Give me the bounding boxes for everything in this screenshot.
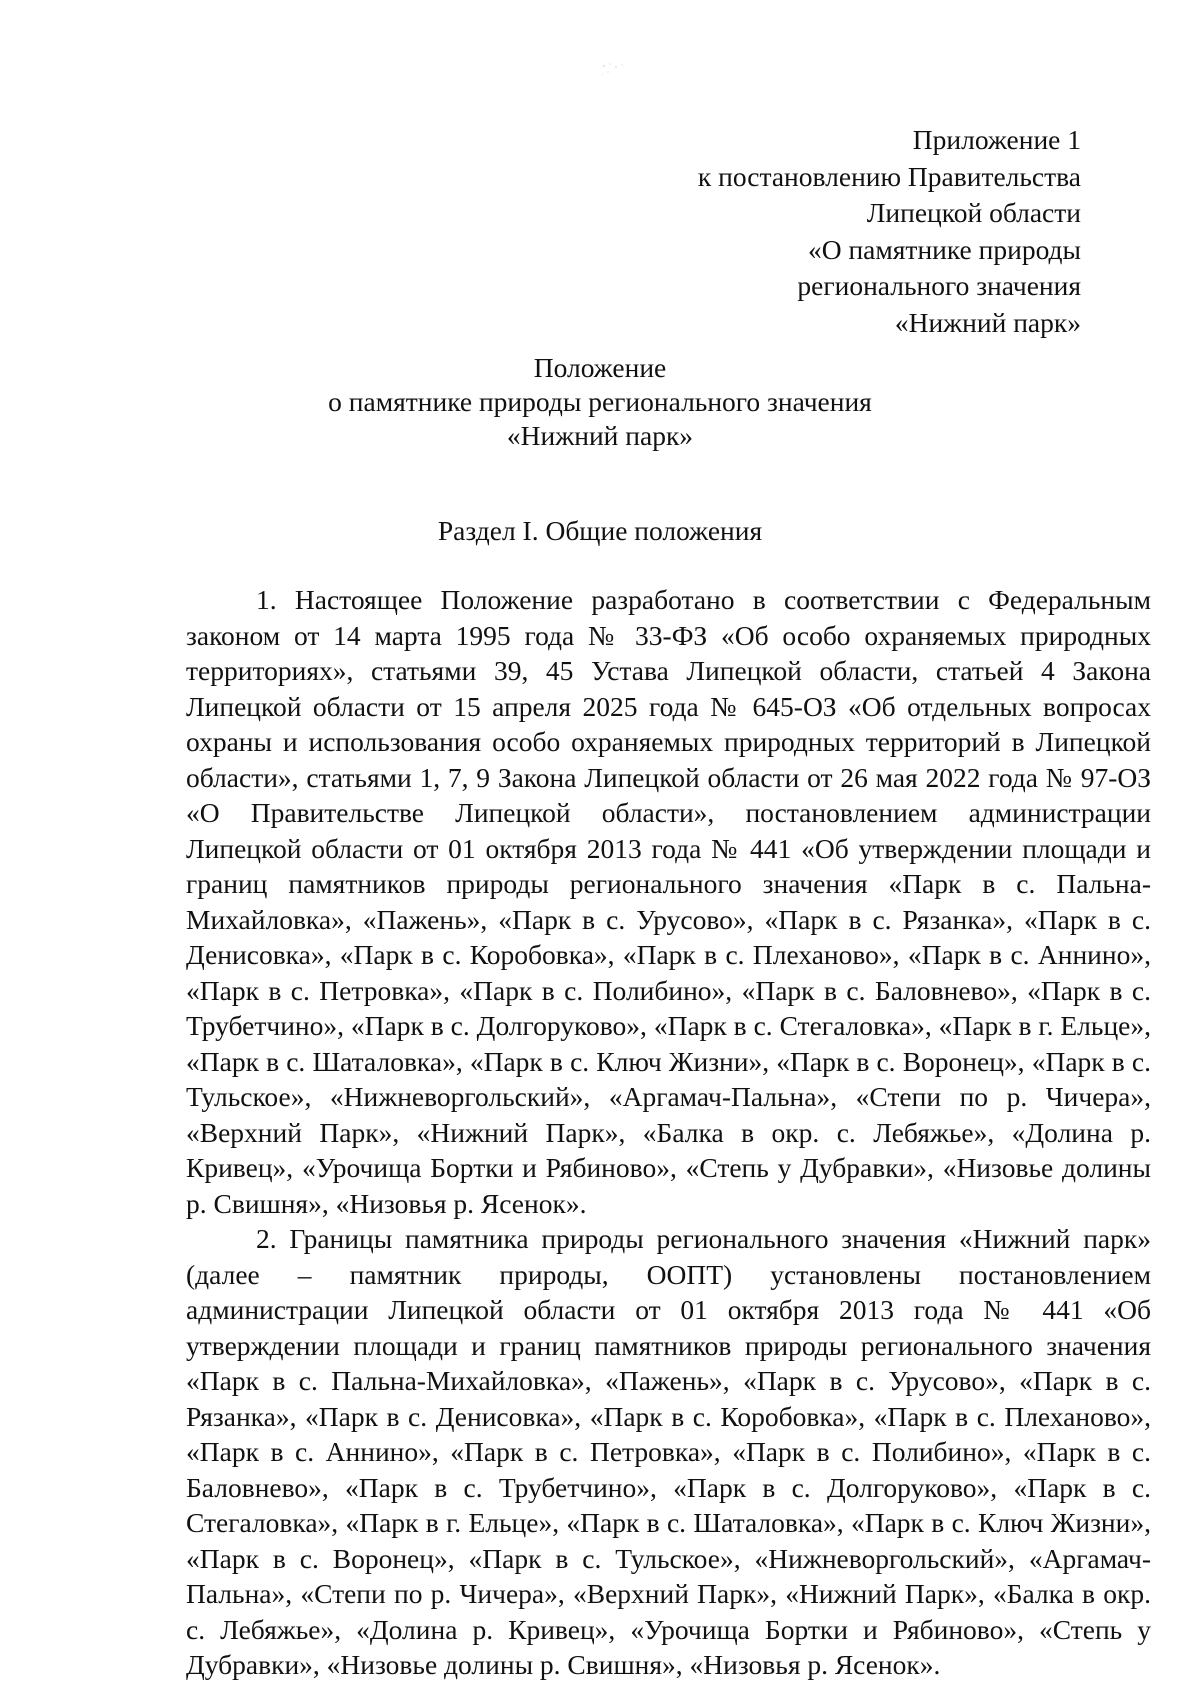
scan-speck bbox=[598, 60, 628, 78]
section-heading: Раздел I. Общие положения bbox=[437, 515, 763, 546]
annex-line: «Нижний парк» bbox=[894, 306, 1081, 338]
annex-line: «О памятнике природы bbox=[807, 233, 1081, 265]
title-line: о памятнике природы регионального значения bbox=[328, 386, 872, 417]
document-body bbox=[186, 582, 1151, 1683]
annex-line: регионального значения bbox=[797, 270, 1081, 301]
title-line: «Нижний парк» bbox=[506, 420, 694, 451]
title-line: Положение bbox=[533, 352, 667, 383]
annex-line: к постановлению Правительства bbox=[697, 160, 1081, 192]
paragraph: 1. Настоящее Положение разработано в соответствии с Федеральным законом от 14 марта 1995 года № 33-ФЗ «Об особо охраняемых природных территориях», статьями 39, 45 Устава Липецкой области, статьей 4 Закона Липецкой области от 15 апреля 2025 года № 645-ОЗ «Об отдельных вопросах охраны и использования особо охраняемых природных территорий в Липецкой области», статьями 1, 7, 9 Закона Липецкой области от 26 мая 2022 года № 97-ОЗ «О Правительстве Липецкой области», постановлением администрации Липецкой области от 01 октября 2013 года № 441 «Об утверждении площади и границ памятников природы регионального значения «Парк в с. Пальна-Михайловка», «Пажень», «Парк в с. Урусово», «Парк в с. Рязанка», «Парк в с. Денисовка», «Парк в с. Коробовка», «Парк в с. Плеханово», «Парк в с. Аннино», «Парк в с. Петровка», «Парк в с. Полибино», «Парк в с. Баловнево», «Парк в с. Трубетчино», «Парк в с. Долгоруково», «Парк в с. Стегаловка», «Парк в г. Ельце», «Парк в с. Шаталовка», «Парк в с. Ключ Жизни», «Парк в с. Воронец», «Парк в с. Тульское», «Нижневоргольский», «Аргамач-Пальна», «Степи по р. Чичера», «Верхний Парк», «Нижний Парк», «Балка в окр. с. Лебяжье», «Долина р. Кривец», «Урочища Бортки и Рябиново», «Степь у Дубравки», «Низовье долины р. Свишня», «Низовья р. Ясенок». bbox=[186, 584, 1151, 1219]
paragraph: 2. Границы памятника природы регионального значения «Нижний парк» (далее – памятник природы, ООПТ) установлены постановлением администрации Липецкой области от 01 октября 2013 года № 441 «Об утверждении площади и границ памятников природы регионального значения «Парк в с. Пальна-Михайловка», «Пажень», «Парк в с. Урусово», «Парк в с. Рязанка», «Парк в с. Денисовка», «Парк в с. Коробовка», «Парк в с. Плеханово», «Парк в с. Аннино», «Парк в с. Петровка», «Парк в с. Полибино», «Парк в с. Баловнево», «Парк в с. Трубетчино», «Парк в с. Долгоруково», «Парк в с. Стегаловка», «Парк в г. Ельце», «Парк в с. Шаталовка», «Парк в с. Ключ Жизни», «Парк в с. Воронец», «Парк в с. Тульское», «Нижневоргольский», «Аргамач-Пальна», «Степи по р. Чичера», «Верхний Парк», «Нижний Парк», «Балка в окр. с. Лебяжье», «Долина р. Кривец», «Урочища Бортки и Рябиново», «Степь у Дубравки», «Низовье долины р. Свишня», «Низовья р. Ясенок». bbox=[186, 1223, 1151, 1680]
annex-line: Липецкой области bbox=[866, 197, 1081, 228]
document-title bbox=[0, 351, 1200, 453]
annex-note bbox=[698, 122, 1081, 341]
annex-line: Приложение 1 bbox=[912, 124, 1081, 155]
